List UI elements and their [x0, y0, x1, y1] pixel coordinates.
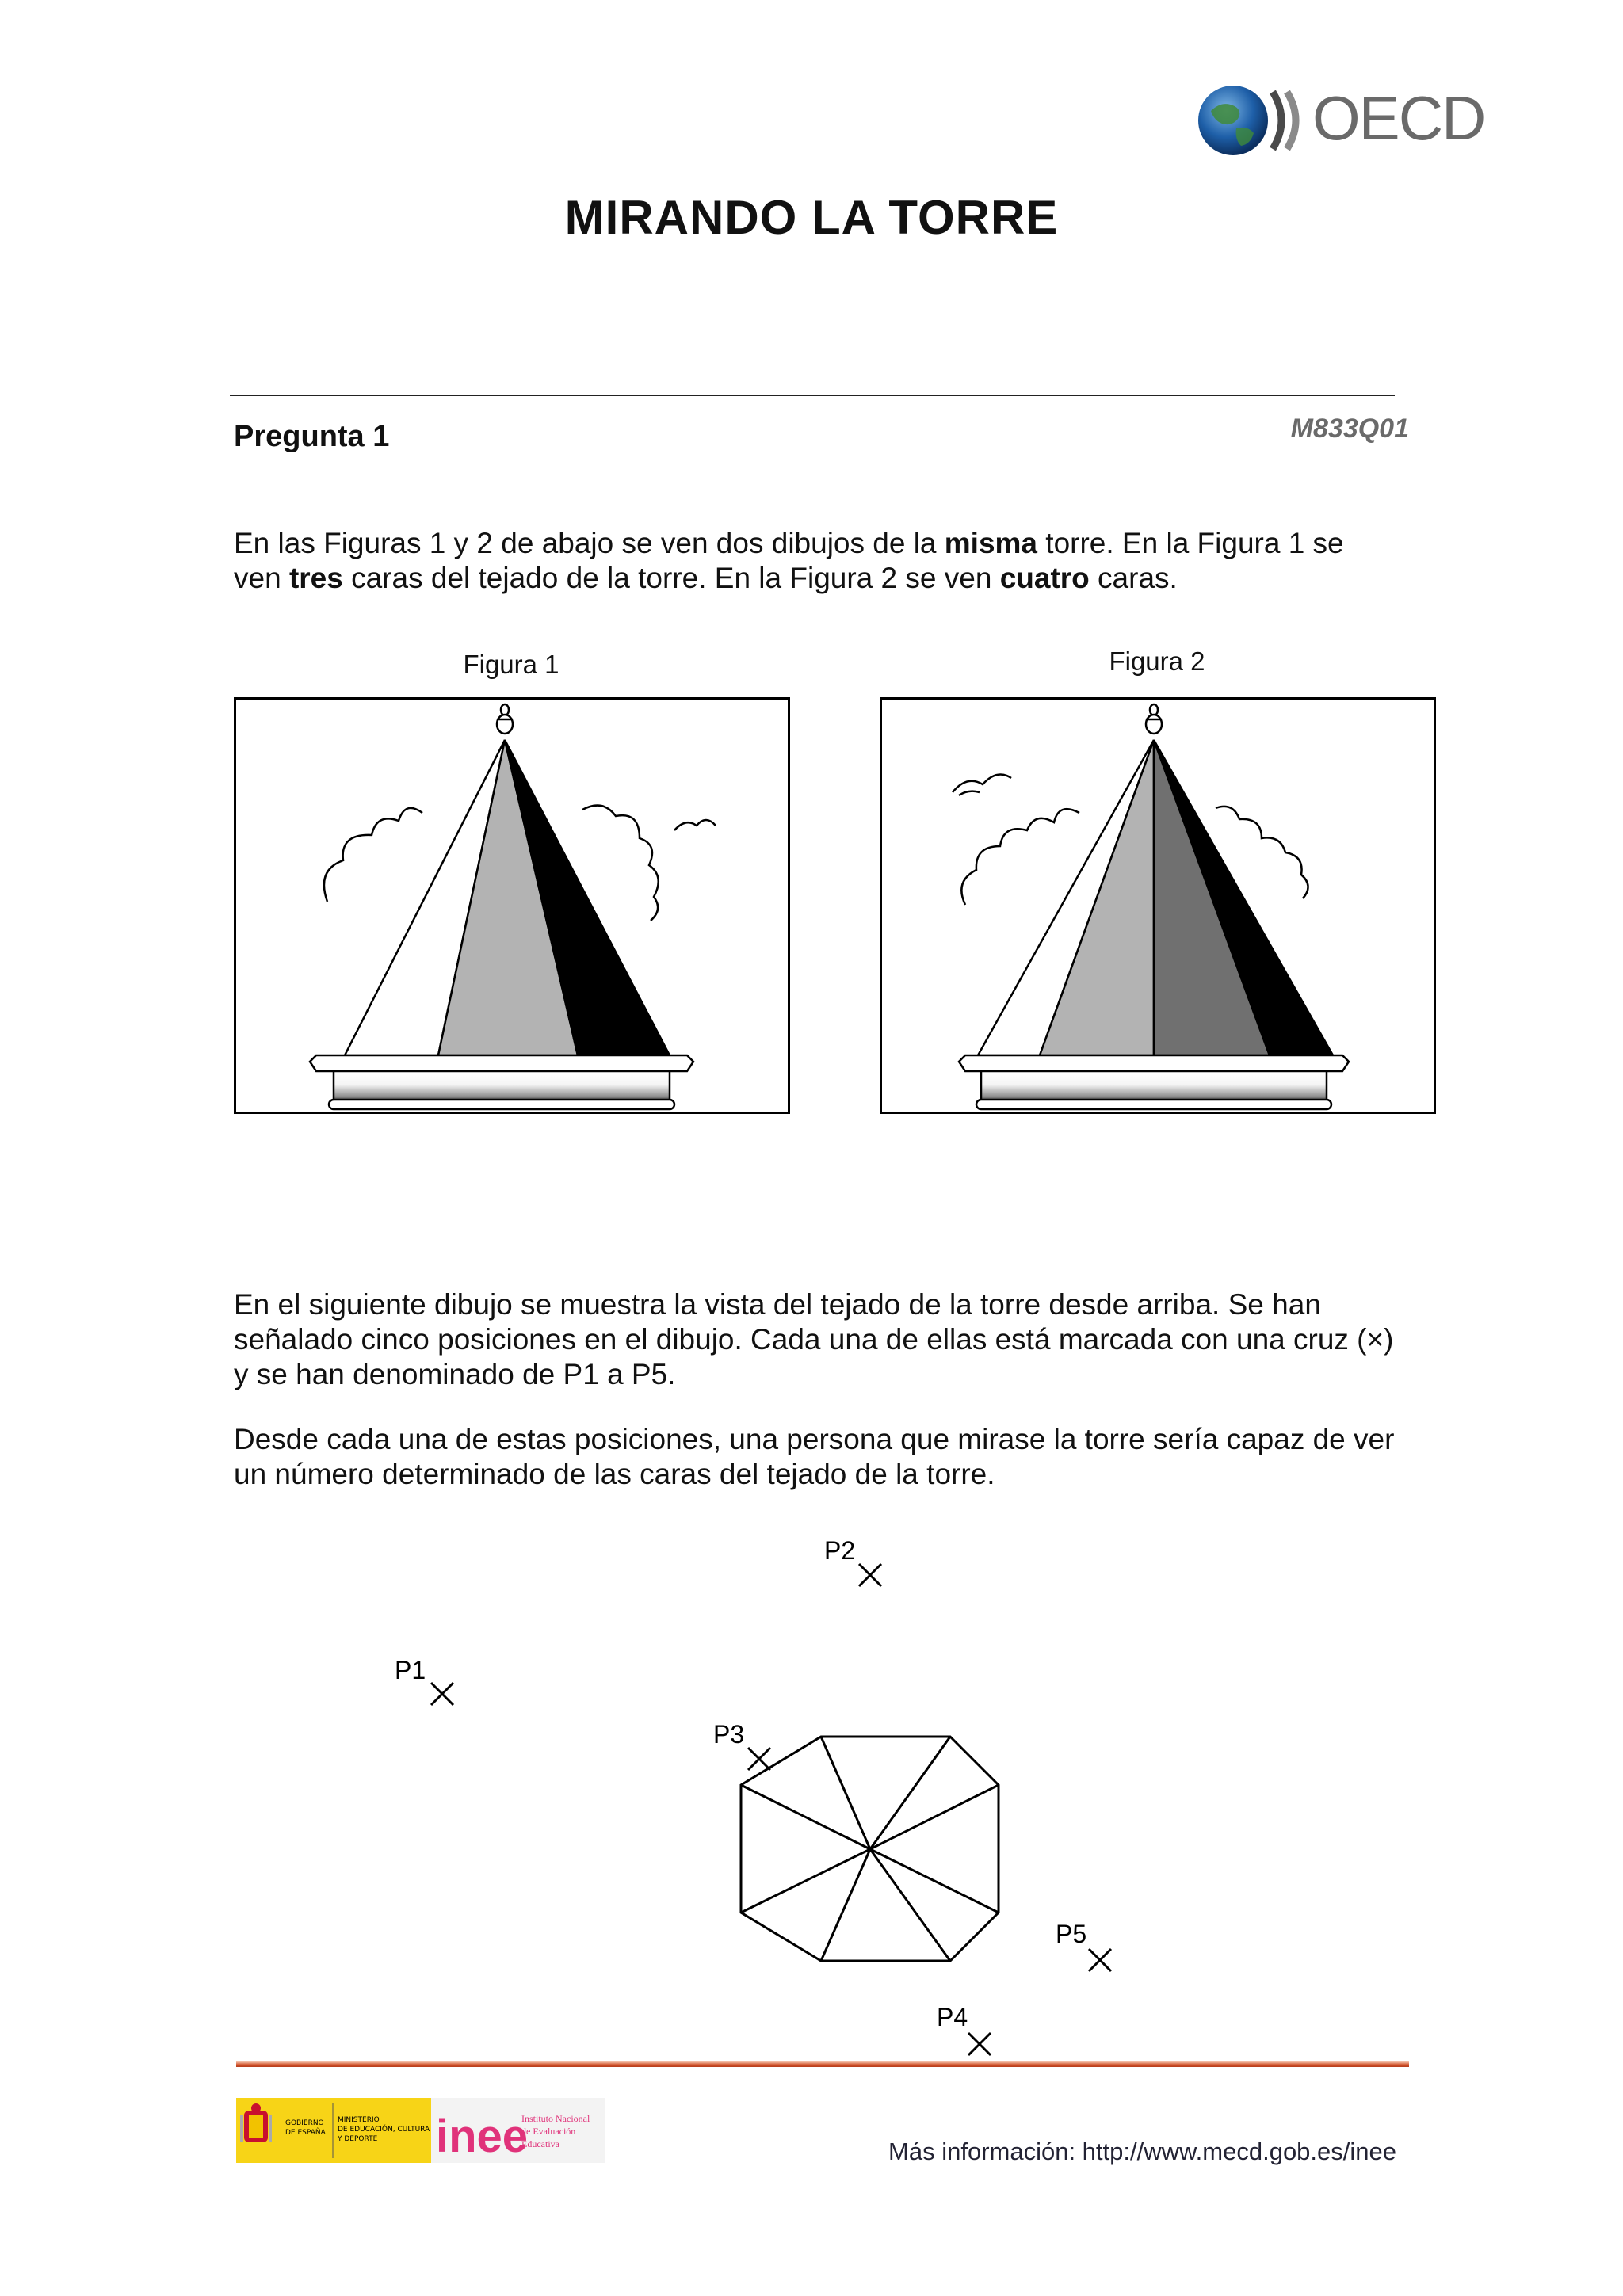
tower-base: [959, 1055, 1349, 1109]
intro-text-1: En las Figuras 1 y 2 de abajo se ven dos dibujos de la: [234, 527, 945, 559]
inee-name-line-1: Instituto Nacional: [521, 2113, 590, 2124]
position-p5: [1056, 1920, 1111, 1971]
ministerio-line-3: Y DEPORTE: [338, 2135, 378, 2143]
inee-name-line-3: Educativa: [521, 2138, 559, 2149]
position-p2: [824, 1536, 881, 1586]
position-p1: [395, 1656, 453, 1705]
oecd-logo: [1195, 79, 1496, 162]
question-code: M833Q01: [1290, 414, 1409, 444]
figure-1-label: Figura 1: [463, 650, 559, 679]
globe-icon: [1195, 79, 1306, 158]
intro-bold-tres: tres: [288, 562, 343, 594]
intro-text-2: torre. En la Figura 1 se ven: [234, 527, 1344, 594]
position-label-p5: P5: [1056, 1920, 1087, 1948]
intro-bold-misma: misma: [944, 527, 1038, 559]
cross-marker-icon: [431, 1683, 453, 1705]
top-divider: [230, 395, 1395, 396]
tower-base: [310, 1055, 693, 1109]
intro-text-4: caras.: [1089, 562, 1178, 594]
oecd-logo-text: OECD: [1312, 83, 1485, 153]
position-p3: [713, 1720, 770, 1770]
figure-1-tower: [234, 697, 790, 1114]
inee-name-line-2: de Evaluación: [521, 2126, 576, 2137]
footer-divider: [236, 2061, 1409, 2067]
octagon-roof: [741, 1737, 999, 1961]
gobierno-line-2: DE ESPAÑA: [285, 2129, 326, 2137]
ministerio-line-1: MINISTERIO: [338, 2116, 380, 2124]
roof-top-view-diagram: [333, 1521, 1205, 2060]
figure-2-label: Figura 2: [1109, 646, 1205, 676]
cross-marker-icon: [968, 2033, 991, 2055]
position-label-p4: P4: [937, 2003, 968, 2031]
more-info-link[interactable]: Más información: http://www.mecd.gob.es/inee: [888, 2138, 1396, 2165]
page-title: MIRANDO LA TORRE: [564, 191, 1059, 244]
intro-paragraph: [234, 526, 1399, 596]
position-label-p2: P2: [824, 1536, 856, 1565]
position-p4: [937, 2003, 991, 2055]
ministerio-line-2: DE EDUCACIÓN, CULTURA: [338, 2126, 430, 2134]
figure-2-tower: [880, 697, 1436, 1114]
intro-text-3: caras del tejado de la torre. En la Figura 2 se ven: [342, 562, 1000, 594]
roof-top-view-paragraph: En el siguiente dibujo se muestra la vista del tejado de la torre desde arriba. Se han señalado cinco posiciones en el dibujo. Cada una de ellas está marcada con una cruz (×) y se han denominado de P1 a P5.: [234, 1288, 1394, 1390]
inee-logo: inee: [436, 2111, 529, 2162]
gobierno-line-1: GOBIERNO: [285, 2119, 324, 2127]
cross-marker-icon: [748, 1748, 770, 1770]
question-label: Pregunta 1: [234, 420, 390, 453]
position-label-p3: P3: [713, 1720, 745, 1749]
positions-paragraph: Desde cada una de estas posiciones, una persona que mirase la torre sería capaz de ver un número determinado de las caras del tejado de la torre.: [234, 1423, 1395, 1490]
footer-logos: [236, 2098, 605, 2163]
intro-bold-cuatro: cuatro: [999, 562, 1090, 594]
cross-marker-icon: [1089, 1949, 1111, 1971]
cross-marker-icon: [859, 1564, 881, 1586]
position-label-p1: P1: [395, 1656, 426, 1684]
